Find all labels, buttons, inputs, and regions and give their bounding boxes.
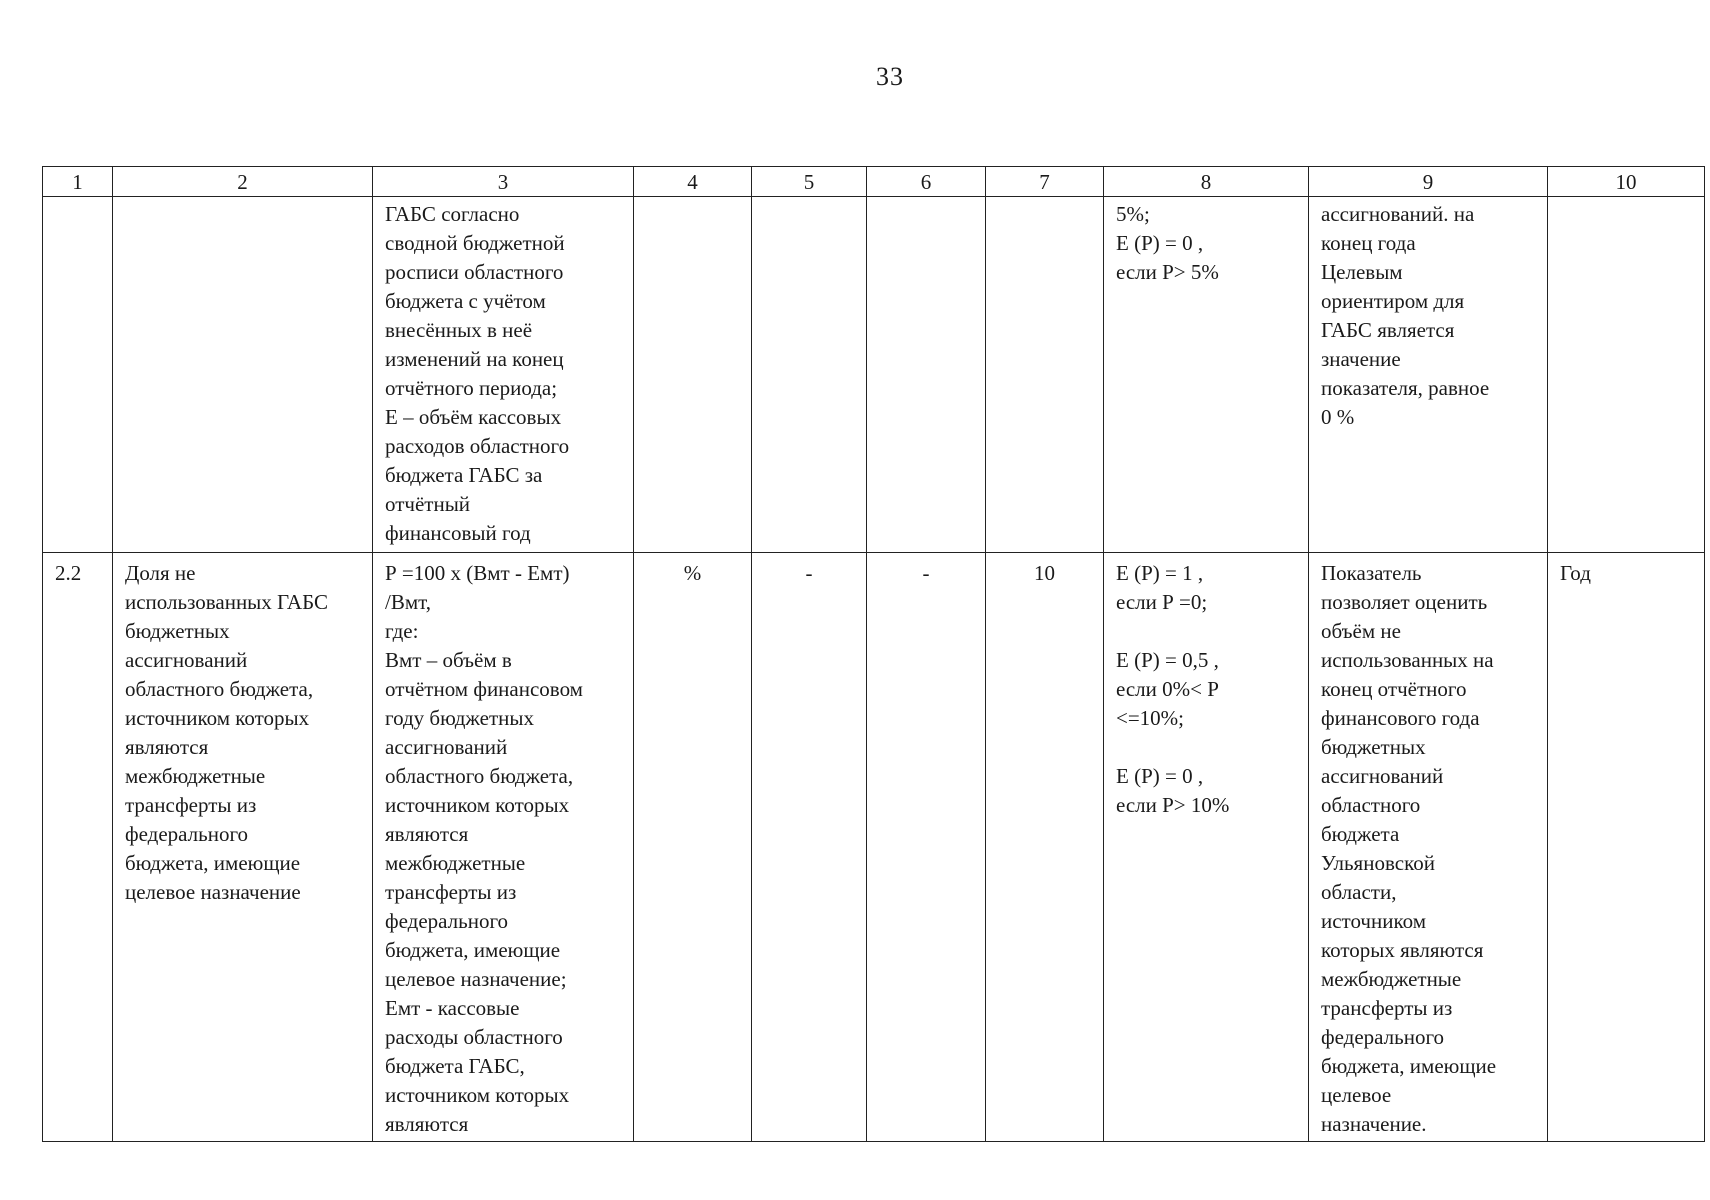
column-number-3: 3 — [373, 167, 634, 197]
table-row-continuation — [43, 197, 1705, 553]
cell-formula: Р =100 х (Вмт - Емт) /Вмт, где: Вмт – объём в отчётном финансовом году бюджетных ассигнований областного бюджета, источником которых являются межбюджетные трансферты из федерального бюджета, имеющие целевое назначение; Емт - кассовые расходы областного бюджета ГАБС, источником которых являются — [373, 553, 634, 1142]
indicator-table — [42, 166, 1705, 1142]
cell-period: Год — [1548, 553, 1705, 1142]
cell-formula: ГАБС согласно сводной бюджетной росписи областного бюджета с учётом внесённых в неё изменений на конец отчётного периода; Е – объём кассовых расходов областного бюджета ГАБС за отчётный финансовый год — [373, 197, 634, 553]
cell-period — [1548, 197, 1705, 553]
cell-evaluation: Е (Р) = 1 , если Р =0; Е (Р) = 0,5 , если 0%< Р <=10%; Е (Р) = 0 , если Р> 10% — [1104, 553, 1309, 1142]
column-number-8: 8 — [1104, 167, 1309, 197]
cell-evaluation: 5%; Е (Р) = 0 , если Р> 5% — [1104, 197, 1309, 553]
cell-number: 2.2 — [43, 553, 113, 1142]
column-number-6: 6 — [867, 167, 986, 197]
table-header-row — [43, 167, 1705, 197]
cell-unit: % — [634, 553, 752, 1142]
cell-weight — [986, 197, 1104, 553]
cell-col6: - — [867, 553, 986, 1142]
column-number-9: 9 — [1309, 167, 1548, 197]
page-number: 33 — [876, 62, 904, 91]
cell-col5: - — [752, 553, 867, 1142]
cell-indicator-name — [113, 197, 373, 553]
column-number-10: 10 — [1548, 167, 1705, 197]
column-number-2: 2 — [113, 167, 373, 197]
column-number-7: 7 — [986, 167, 1104, 197]
table-row-2-2 — [43, 553, 1705, 1142]
cell-col5 — [752, 197, 867, 553]
cell-indicator-name: Доля не использованных ГАБС бюджетных ассигнований областного бюджета, источником которых являются межбюджетные трансферты из федерального бюджета, имеющие целевое назначение — [113, 553, 373, 1142]
cell-unit — [634, 197, 752, 553]
cell-col6 — [867, 197, 986, 553]
column-number-1: 1 — [43, 167, 113, 197]
cell-weight: 10 — [986, 553, 1104, 1142]
column-number-5: 5 — [752, 167, 867, 197]
cell-comment: Показатель позволяет оценить объём не использованных на конец отчётного финансового года бюджетных ассигнований областного бюджета Ульяновской области, источником которых являются межбюджетные трансферты из федерального бюджета, имеющие целевое назначение. — [1309, 553, 1548, 1142]
cell-number — [43, 197, 113, 553]
column-number-4: 4 — [634, 167, 752, 197]
cell-comment: ассигнований. на конец года Целевым ориентиром для ГАБС является значение показателя, равное 0 % — [1309, 197, 1548, 553]
